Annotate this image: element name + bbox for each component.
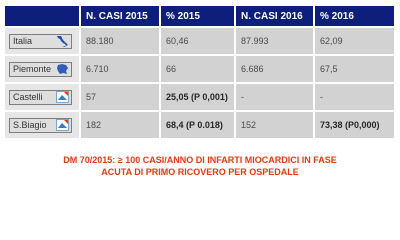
table-cell: - <box>235 83 314 111</box>
table-cell: 6.686 <box>235 55 314 83</box>
table-row <box>5 111 394 139</box>
table-cell: 60,46 <box>160 27 235 55</box>
table-cell: 88.180 <box>80 27 160 55</box>
table-cell <box>160 111 235 139</box>
header-cell-percent-2016: % 2016 <box>314 6 394 27</box>
row-label: Castelli <box>13 92 43 102</box>
header-cell-blank <box>5 6 80 27</box>
footnote <box>0 154 400 178</box>
table-cell: 66 <box>160 55 235 83</box>
row-header <box>5 111 80 139</box>
table-cell: 152 <box>235 111 314 139</box>
highlighted-value: 68,4 (P 0.018) <box>166 120 223 130</box>
table-row <box>5 83 394 111</box>
row-header <box>5 55 80 83</box>
footnote-line-2: ACUTA DI PRIMO RICOVERO PER OSPEDALE <box>101 167 299 177</box>
outcomes-table <box>5 6 394 140</box>
row-label: S.Biagio <box>13 120 47 130</box>
table-cell: 87.993 <box>235 27 314 55</box>
hospital-logo-icon <box>56 119 69 131</box>
table-cell: 182 <box>80 111 160 139</box>
row-label-box <box>9 62 72 77</box>
table-cell <box>160 83 235 111</box>
row-label: Italia <box>13 36 33 46</box>
table-cell: 57 <box>80 83 160 111</box>
row-label-box <box>9 34 72 49</box>
highlighted-value: 25,05 (P 0,001) <box>166 92 228 102</box>
table-header-row <box>5 6 394 27</box>
row-label-box <box>9 118 72 133</box>
hospital-logo-icon <box>56 91 69 103</box>
table-row <box>5 27 394 55</box>
table-cell: 62,09 <box>314 27 394 55</box>
piemonte-map-icon <box>56 63 69 75</box>
row-header <box>5 27 80 55</box>
header-cell-n-casi-2015: N. CASI 2015 <box>80 6 160 27</box>
row-label: Piemonte <box>13 64 52 74</box>
header-cell-n-casi-2016: N. CASI 2016 <box>235 6 314 27</box>
table-row <box>5 55 394 83</box>
table-cell <box>314 111 394 139</box>
row-header <box>5 83 80 111</box>
header-cell-percent-2015: % 2015 <box>160 6 235 27</box>
italy-map-icon <box>55 35 69 48</box>
table-cell: 67,5 <box>314 55 394 83</box>
table-cell: 6.710 <box>80 55 160 83</box>
row-label-box <box>9 90 72 105</box>
table-cell: - <box>314 83 394 111</box>
footnote-line-1: DM 70/2015: ≥ 100 CASI/ANNO DI INFARTI MIOCARDICI IN FASE <box>63 155 337 165</box>
highlighted-value: 73,38 (P0,000) <box>320 120 380 130</box>
